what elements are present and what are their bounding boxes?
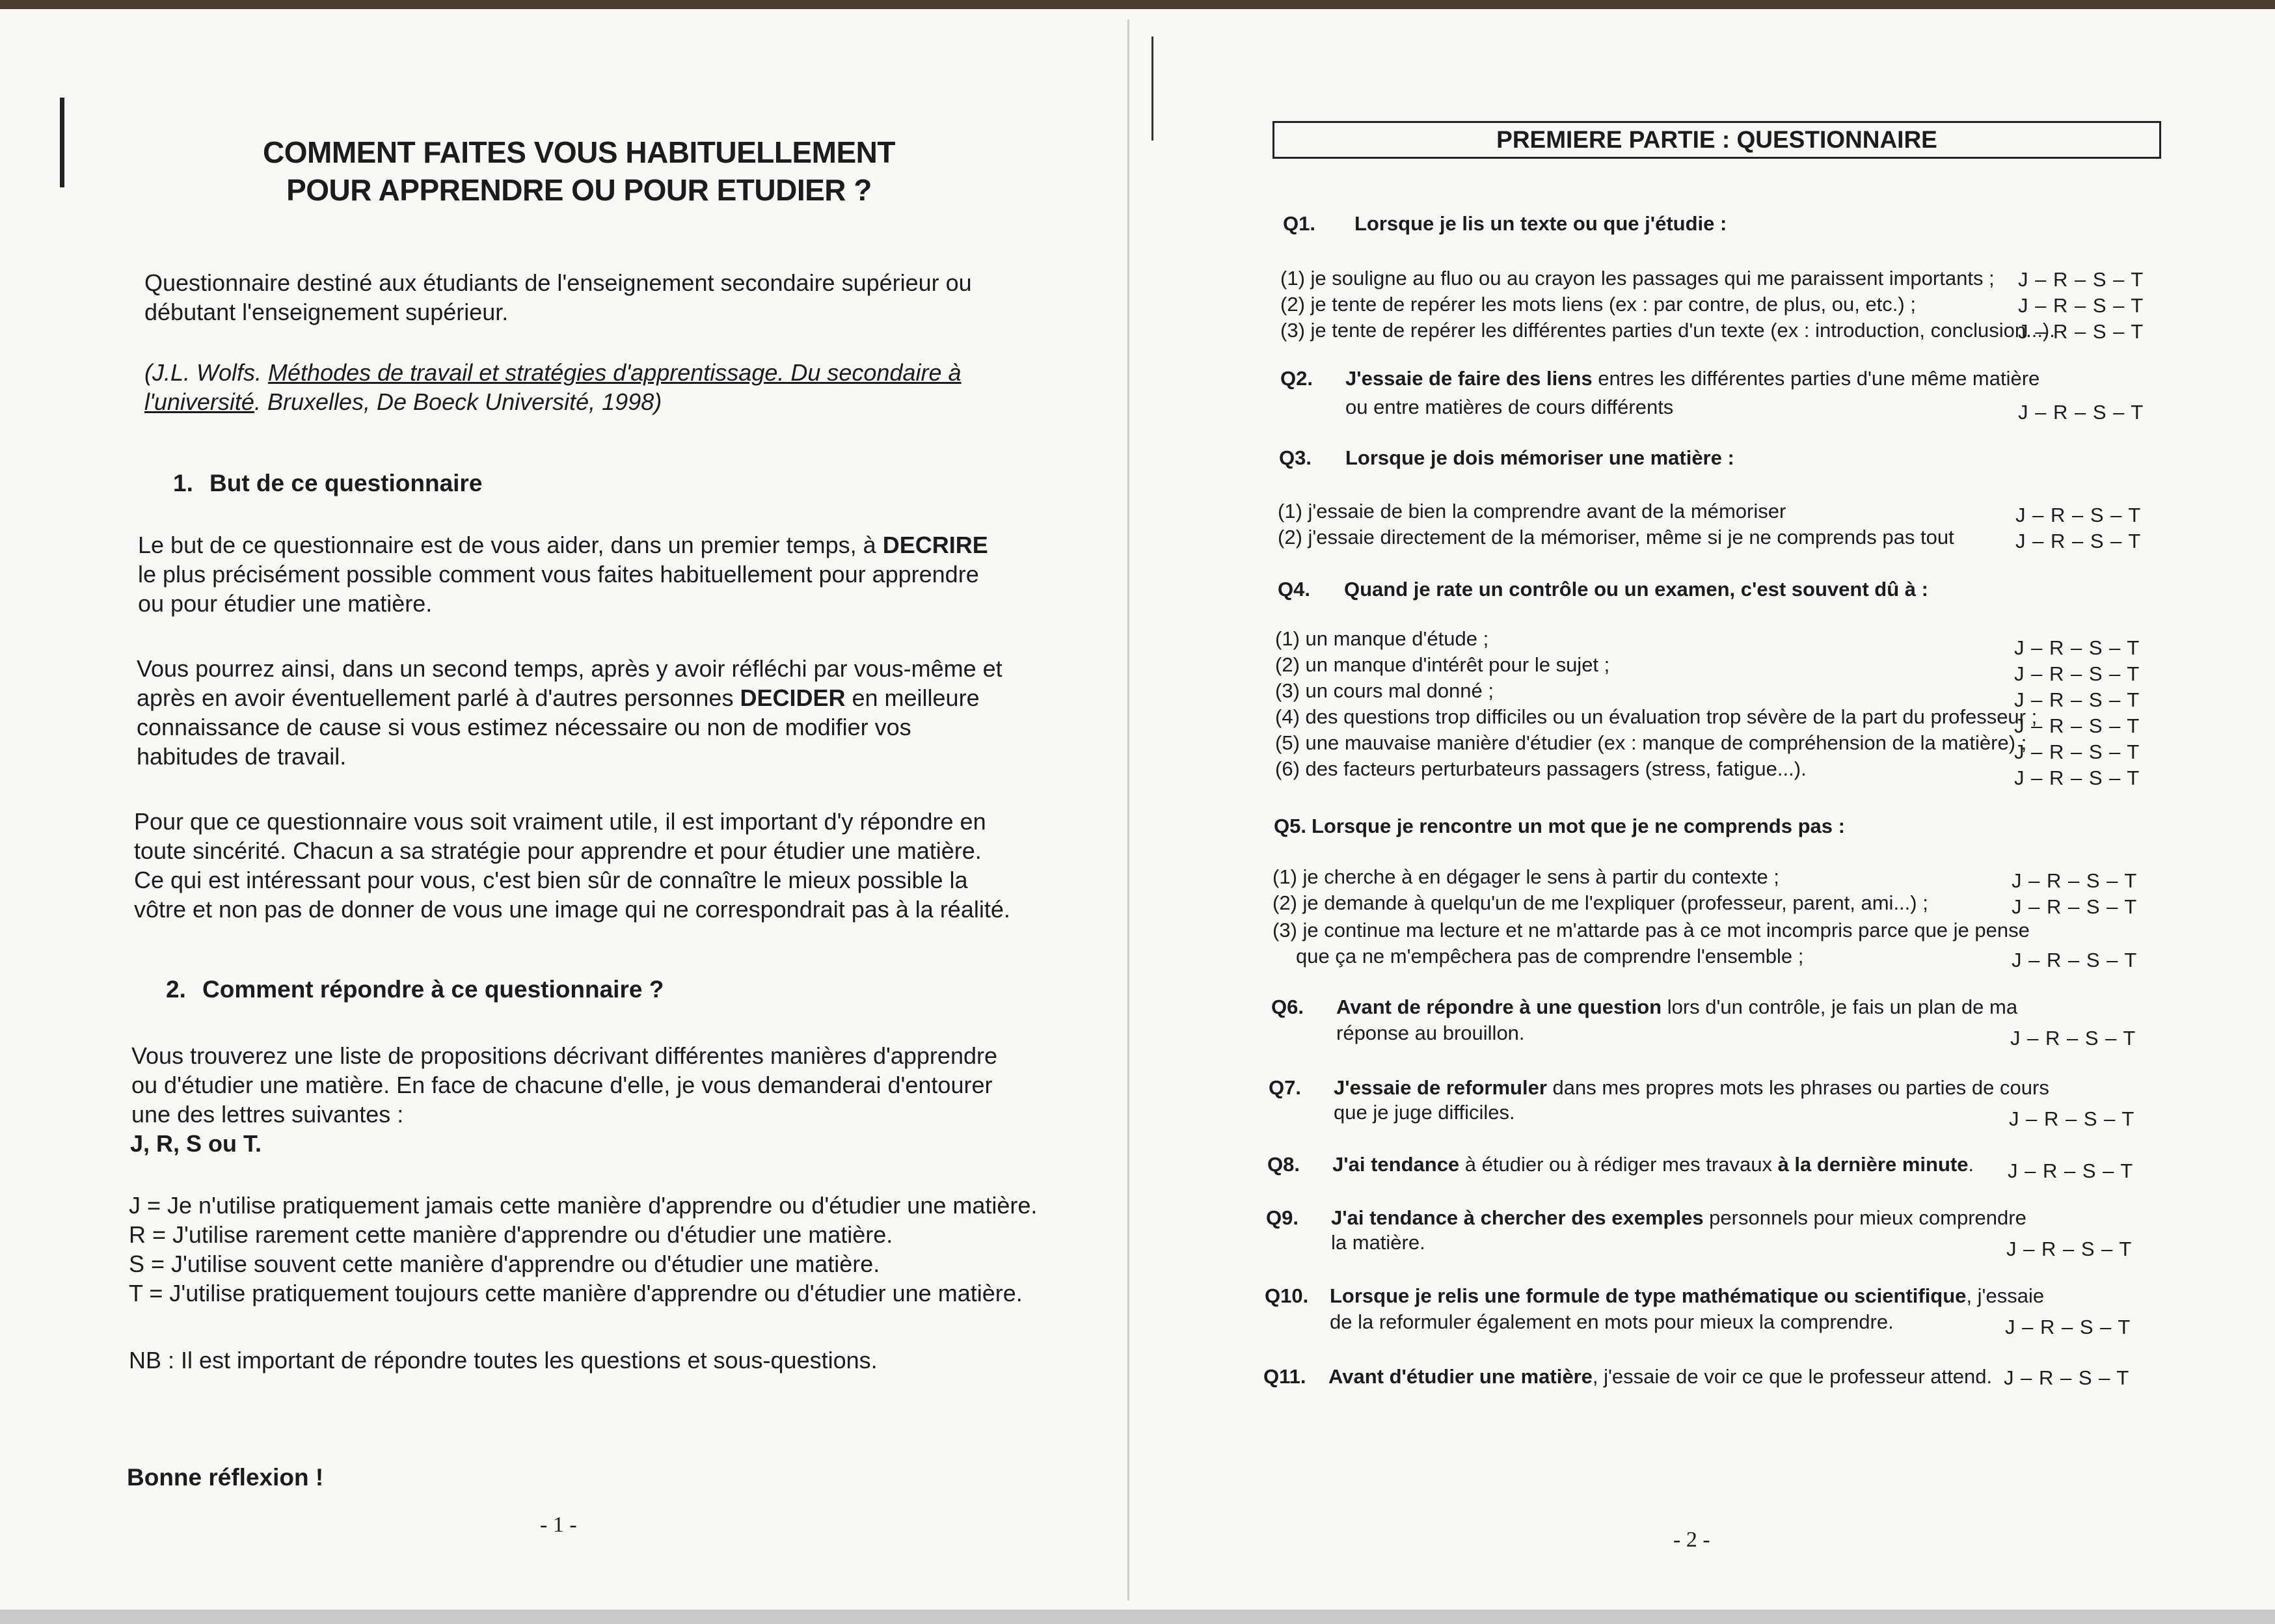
answer-scale[interactable]: J – R – S – T (2012, 869, 2138, 892)
question-label: Q7. (1269, 1076, 1301, 1099)
purpose-text-a: Le but de ce questionnaire est de vous aider, dans un premier temps, à (138, 532, 883, 558)
q5-item-3: (3) je continue ma lecture et ne m'attarde pas à ce mot incompris parce que je pense (1272, 919, 2030, 941)
question-rest: à étudier ou à rédiger mes travaux (1459, 1153, 1778, 1176)
question-text (1345, 366, 2039, 392)
answer-scale[interactable]: J – R – S – T (2009, 1107, 2135, 1130)
answer-scale[interactable]: J – R – S – T (2004, 1366, 2130, 1389)
q4-item-4: (4) des questions trop difficiles ou un évaluation trop sévère de la part du professeur ; (1275, 705, 2038, 728)
answer-scale[interactable]: J – R – S – T (2014, 662, 2140, 685)
question-heading: Lorsque je lis un texte ou que j'étudie : (1354, 212, 1727, 235)
question-heading: Quand je rate un contrôle ou un examen, c'est souvent dû à : (1344, 578, 1928, 601)
q1-item-3: (3) je tente de repérer les différentes parties d'un texte (ex : introduction, conclusion...). (1280, 319, 2055, 342)
question-text (1332, 1152, 1974, 1178)
q1-item-2: (2) je tente de repérer les mots liens (ex : par contre, de plus, ou, etc.) ; (1280, 293, 1916, 316)
answer-scale[interactable]: J – R – S – T (2005, 1316, 2131, 1338)
answer-scale[interactable]: J – R – S – T (2018, 268, 2144, 291)
question-bold: J'essaie de reformuler (1334, 1076, 1547, 1099)
question-text (1336, 994, 2017, 1020)
question-label: Q1. (1283, 212, 1315, 235)
question-continuation: la matière. (1331, 1231, 1425, 1254)
question-bold: J'ai tendance à chercher des exemples (1331, 1206, 1704, 1229)
question-bold: Avant d'étudier une matière (1328, 1365, 1593, 1388)
q4-item-1: (1) un manque d'étude ; (1275, 627, 1489, 650)
answer-scale[interactable]: J – R – S – T (2018, 401, 2144, 424)
question-text (1330, 1283, 2044, 1309)
q3-item-1: (1) j'essaie de bien la comprendre avant de la mémoriser (1278, 500, 1786, 522)
answer-scale[interactable]: J – R – S – T (2018, 320, 2144, 343)
answer-scale[interactable]: J – R – S – T (2014, 636, 2140, 659)
question-rest: , j'essaie de voir ce que le professeur attend. (1592, 1365, 1993, 1388)
question-label: Q3. (1279, 446, 1312, 469)
question-continuation: réponse au brouillon. (1336, 1022, 1525, 1044)
question-label: Q4. (1278, 578, 1310, 601)
q1-item-1: (1) je souligne au fluo ou au crayon les passages qui me paraissent importants ; (1280, 267, 1995, 290)
citation-prefix: (J.L. Wolfs. (144, 359, 269, 386)
answer-scale[interactable]: J – R – S – T (2012, 949, 2138, 971)
answer-scale[interactable]: J – R – S – T (2008, 1159, 2134, 1182)
question-end: . (1968, 1153, 1974, 1176)
question-continuation: de la reformuler également en mots pour mieux la comprendre. (1330, 1310, 1894, 1333)
question-bold: Lorsque je relis une formule de type mathématique ou scientifique (1330, 1284, 1967, 1307)
purpose-keyword: DECRIRE (882, 532, 988, 558)
section-1-heading (173, 470, 482, 497)
answer-scale[interactable]: J – R – S – T (2014, 740, 2140, 763)
q5-item-2: (2) je demande à quelqu'un de me l'expliquer (professeur, parent, ami...) ; (1272, 891, 1928, 914)
question-rest: entres les différentes parties d'une même matière (1592, 367, 2040, 390)
answer-scale[interactable]: J – R – S – T (2015, 504, 2142, 526)
question-label: Q8. (1267, 1153, 1300, 1176)
question-label: Q5. (1274, 815, 1306, 837)
question-heading: Lorsque je dois mémoriser une matière : (1345, 446, 1734, 469)
answer-scale[interactable]: J – R – S – T (2018, 294, 2144, 317)
question-continuation: ou entre matières de cours différents (1345, 396, 1674, 418)
q5-item-3-continuation: que ça ne m'empêchera pas de comprendre l'ensemble ; (1296, 945, 1804, 968)
question-continuation: que je juge difficiles. (1334, 1101, 1515, 1124)
legend-item: T = J'utilise pratiquement toujours cette manière d'apprendre ou d'étudier une matière. (129, 1280, 1023, 1306)
answer-scale[interactable]: J – R – S – T (2014, 766, 2140, 789)
legend-item: S = J'utilise souvent cette manière d'apprendre ou d'étudier une matière. (129, 1251, 880, 1277)
decide-text-a: Vous pourrez ainsi, dans un second temps, après y avoir réfléchi par vous-même et après en avoir éventuellement parlé à d'autres personnes (137, 655, 1003, 711)
citation-suffix: . Bruxelles, De Boeck Université, 1998) (254, 388, 662, 415)
page-number: - 1 - (540, 1513, 577, 1537)
answer-scale[interactable]: J – R – S – T (2015, 530, 2142, 552)
question-text (1334, 1075, 2049, 1101)
question-label: Q10. (1265, 1284, 1309, 1307)
question-rest: dans mes propres mots les phrases ou parties de cours (1546, 1076, 2049, 1099)
q4-item-2: (2) un manque d'intérêt pour le sujet ; (1275, 653, 1610, 676)
section-1-title: But de ce questionnaire (209, 470, 483, 496)
answer-scale[interactable]: J – R – S – T (2014, 714, 2140, 737)
part-title-box: PREMIERE PARTIE : QUESTIONNAIRE (1272, 121, 2161, 159)
decide-text-b: en meilleure connaissance de cause si vous estimez nécessaire ou non de modifier vos habitudes de travail. (137, 684, 980, 770)
answer-letters: J, R, S ou T. (130, 1130, 262, 1157)
right-page (1129, 0, 2275, 1610)
scale-legend (129, 1191, 1037, 1308)
title-line-1: COMMENT FAITES VOUS HABITUELLEMENT (263, 135, 895, 169)
page-number: - 2 - (1673, 1528, 1710, 1552)
nb-note: NB : Il est important de répondre toutes les questions et sous-questions. (129, 1347, 878, 1374)
sincerity-paragraph: Pour que ce questionnaire vous soit vraiment utile, il est important d'y répondre en toute sincérité. Chacun a sa stratégie pour apprendre et pour étudier une matière. Ce qui est intéressant pour vous, c'est bien sûr de connaître le mieux possible la vôtre et non pas de donner de vous une image qui ne correspondrait pas à la réalité. (134, 808, 1010, 923)
question-label: Q9. (1266, 1206, 1299, 1229)
question-text (1331, 1205, 2026, 1231)
q4-item-6: (6) des facteurs perturbateurs passagers (stress, fatigue...). (1275, 757, 1807, 780)
section-2-heading (166, 976, 664, 1003)
intro-paragraph: Questionnaire destiné aux étudiants de l'enseignement secondaire supérieur ou débutant l'enseignement supérieur. (144, 269, 972, 325)
question-label: Q6. (1271, 995, 1304, 1018)
title-line-2: POUR APPRENDRE OU POUR ETUDIER ? (286, 173, 872, 207)
question-rest: , j'essaie (1966, 1284, 2045, 1307)
answer-scale[interactable]: J – R – S – T (2014, 688, 2140, 711)
purpose-paragraph (138, 530, 1010, 618)
question-label: Q11. (1263, 1365, 1306, 1388)
q4-item-5: (5) une mauvaise manière d'étudier (ex : manque de compréhension de la matière) ; (1275, 731, 2027, 754)
left-page (0, 0, 1127, 1610)
question-rest: lors d'un contrôle, je fais un plan de ma (1662, 995, 2018, 1018)
purpose-text-b: le plus précisément possible comment vous faites habituellement pour apprendre ou pour étudier une matière. (138, 561, 979, 617)
question-bold: Avant de répondre à une question (1336, 995, 1662, 1018)
question-bold: J'essaie de faire des liens (1345, 367, 1593, 390)
question-label: Q2. (1280, 367, 1313, 390)
q3-item-2: (2) j'essaie directement de la mémoriser, même si je ne comprends pas tout (1278, 526, 1954, 548)
page-title (169, 133, 989, 209)
answer-scale[interactable]: J – R – S – T (2010, 1027, 2136, 1049)
question-heading: Lorsque je rencontre un mot que je ne comprends pas : (1312, 815, 1845, 837)
instructions-paragraph: Vous trouverez une liste de propositions décrivant différentes manières d'apprendre ou d'étudier une matière. En face de chacune d'elle, je vous demanderai d'entourer une des lettres suivantes : (131, 1042, 997, 1128)
section-1-number: 1. (173, 470, 193, 496)
legend-item: R = J'utilise rarement cette manière d'apprendre ou d'étudier une matière. (129, 1221, 893, 1248)
legend-item: J = Je n'utilise pratiquement jamais cette manière d'apprendre ou d'étudier une matière. (129, 1192, 1038, 1219)
answer-scale[interactable]: J – R – S – T (2012, 895, 2138, 918)
question-bold-2: à la dernière minute (1777, 1153, 1969, 1176)
closing-text: Bonne réflexion ! (127, 1464, 324, 1491)
section-2-title: Comment répondre à ce questionnaire ? (202, 976, 664, 1003)
question-bold: J'ai tendance (1332, 1153, 1460, 1176)
decide-paragraph (137, 654, 1012, 771)
decide-keyword: DECIDER (740, 684, 846, 711)
answer-scale[interactable]: J – R – S – T (2006, 1238, 2133, 1260)
scanner-bottom-edge (0, 1610, 2275, 1624)
citation (144, 358, 1010, 416)
q5-item-1: (1) je cherche à en dégager le sens à partir du contexte ; (1272, 865, 1779, 888)
question-rest: personnels pour mieux comprendre (1703, 1206, 2026, 1229)
section-2-number: 2. (166, 976, 186, 1003)
q4-item-3: (3) un cours mal donné ; (1275, 679, 1494, 702)
question-text (1328, 1364, 1992, 1390)
citation-title: Méthodes de travail et stratégies d'apprentissage. Du secondaire à l'université (144, 359, 962, 415)
